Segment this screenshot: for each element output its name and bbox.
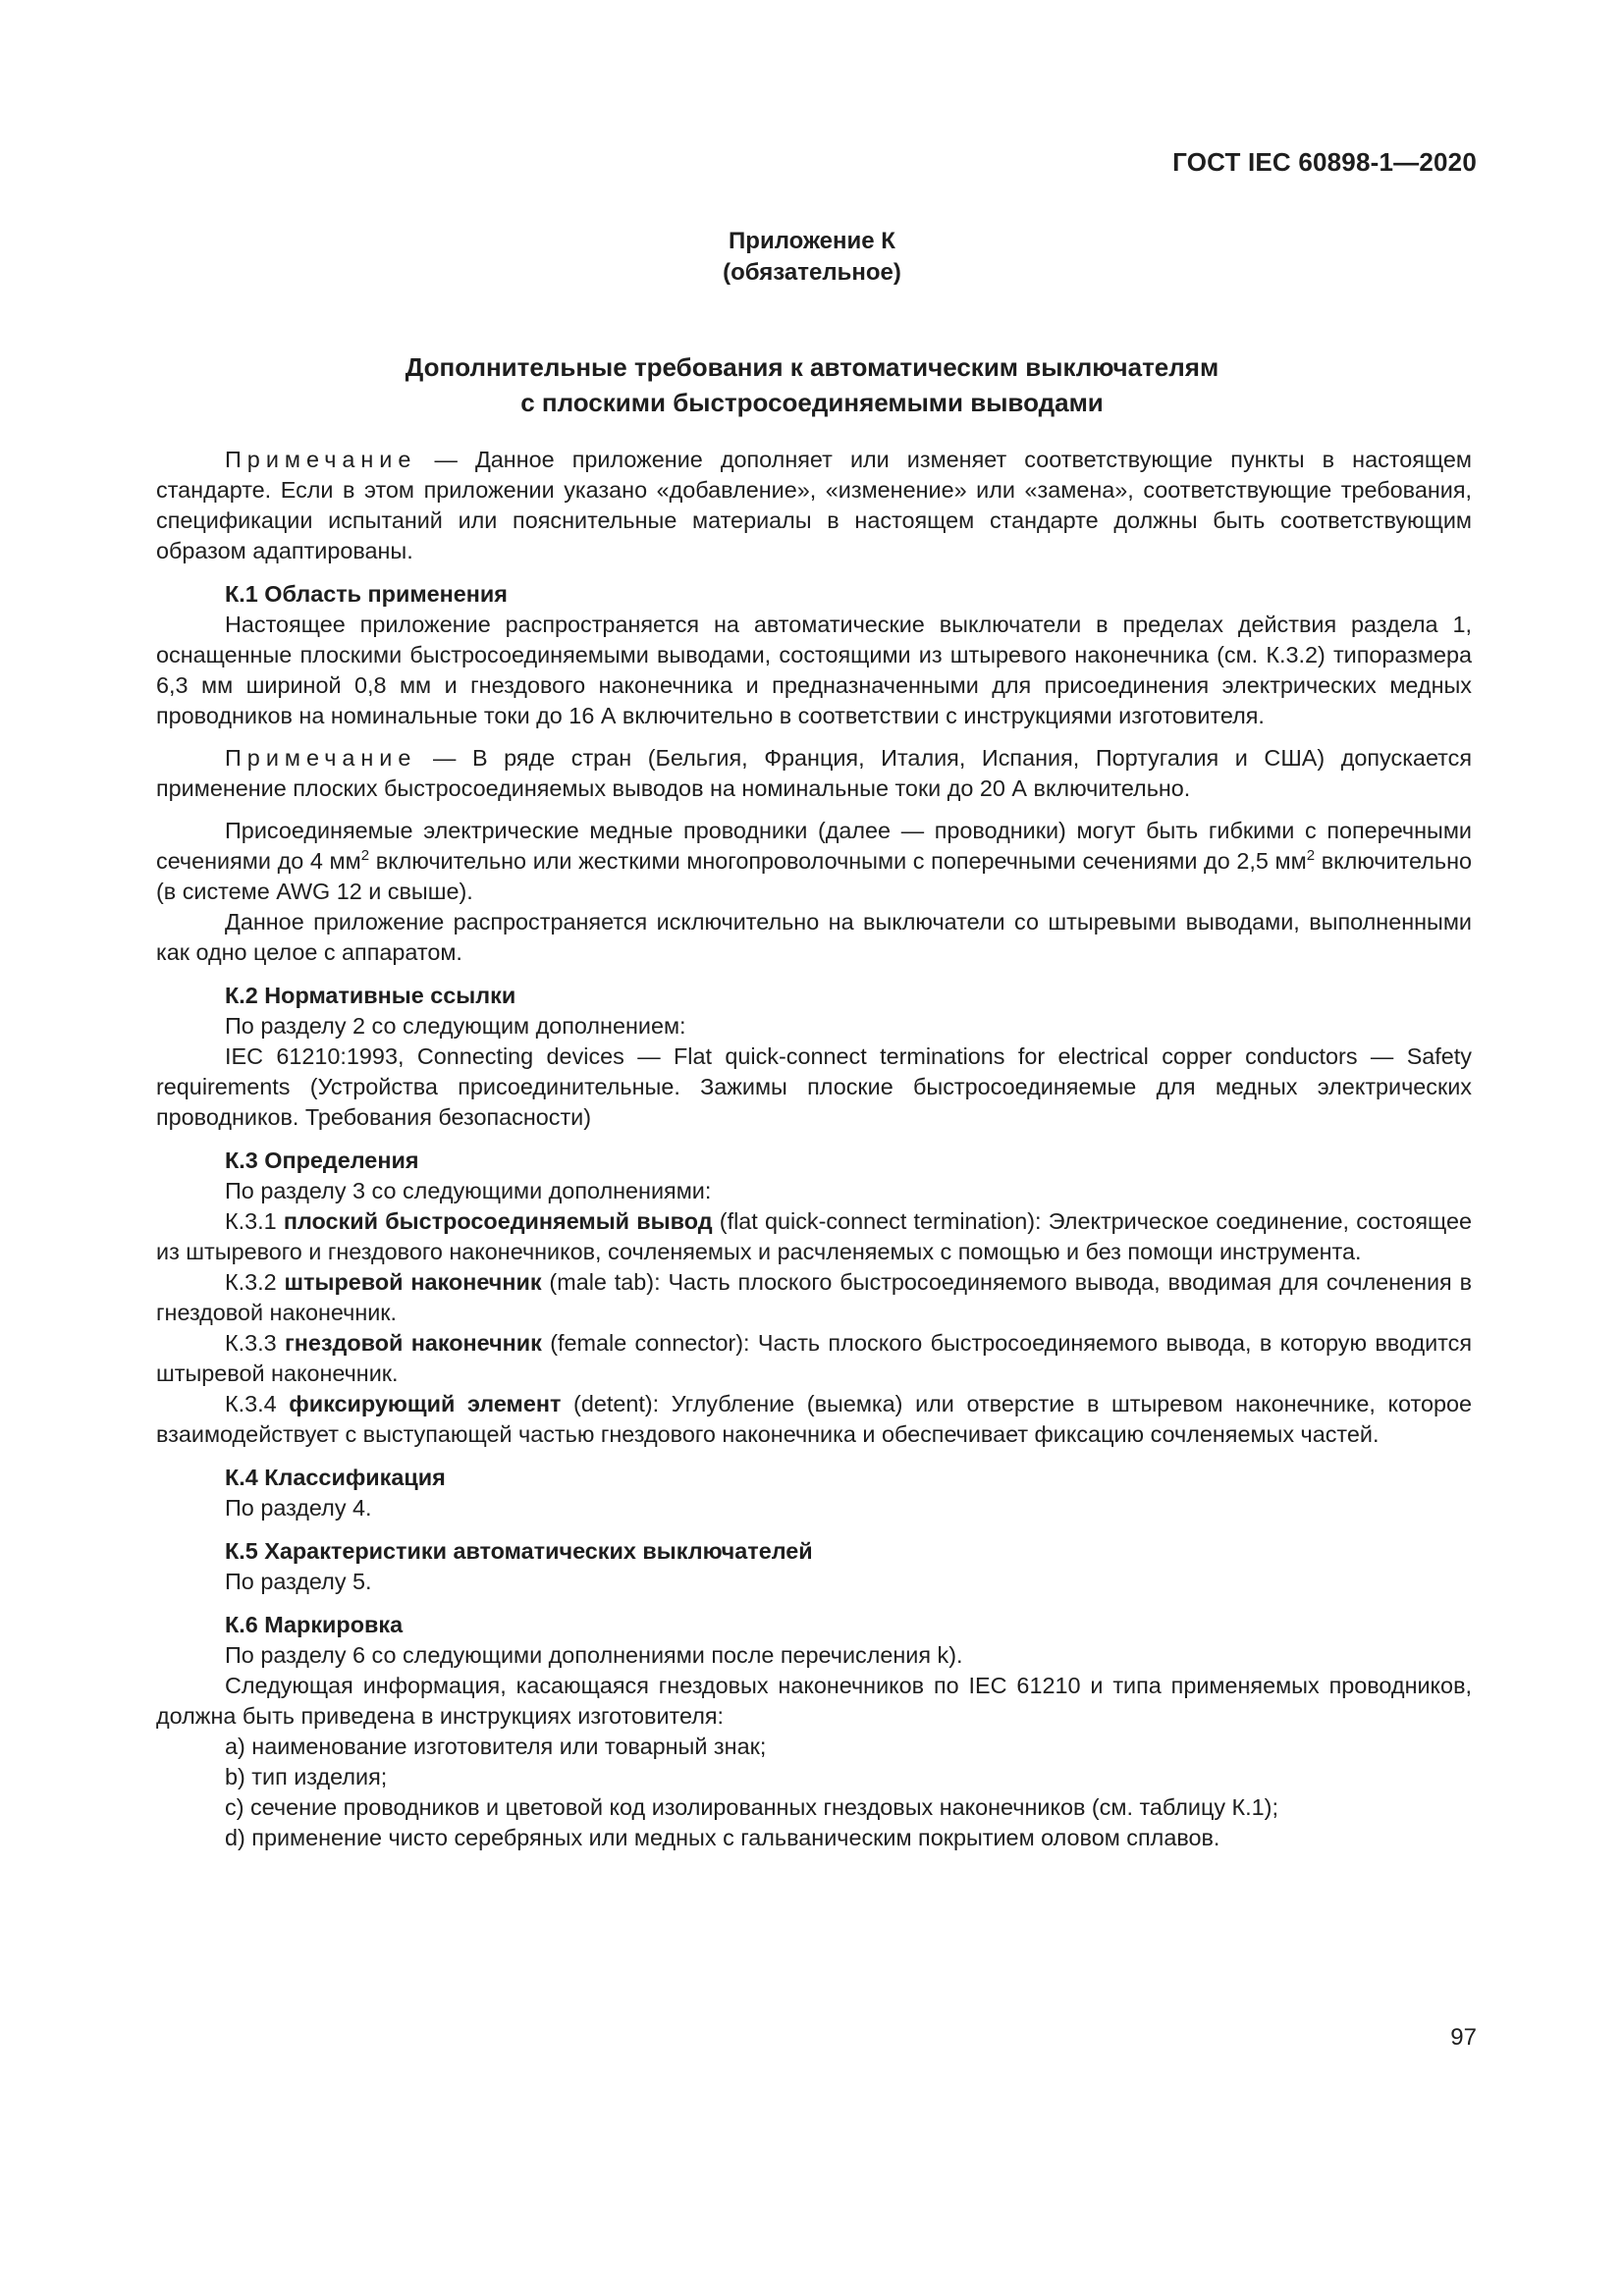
note-text: — В ряде стран (Бельгия, Франция, Италия, Испания, Португалия и США) допускается применение плоских быстросоединяемых выводов на номинальные токи до 20 А включительно. (156, 745, 1472, 801)
note-lead: Примечание (225, 745, 417, 771)
definition-number: К.3.1 (225, 1208, 284, 1234)
definition-number: К.3.2 (225, 1269, 285, 1295)
definition-text: (flat quick-connect termination): Электрическое соединение, состоящее из штыревого и гнездового наконечников, сочленяемых и расчленяемых с помощью и без помощи инструмента. (156, 1208, 1472, 1264)
definition (156, 1389, 1472, 1450)
annex-title-line-2: с плоскими быстросоединяемыми выводами (520, 388, 1104, 417)
paragraph: По разделу 6 со следующими дополнениями после перечисления k). (225, 1642, 963, 1668)
standard-id: ГОСТ IEC 60898-1—2020 (1172, 147, 1477, 177)
definition (156, 1267, 1472, 1328)
paragraph: По разделу 5. (225, 1569, 372, 1594)
section-heading-k3: К.3 Определения (225, 1148, 419, 1173)
section-heading-k6: К.6 Маркировка (225, 1612, 404, 1637)
paragraph: Данное приложение распространяется исключительно на выключатели со штыревыми выводами, выполненными как одно целое с аппаратом. (156, 909, 1472, 965)
text-run: Присоединяемые электрические медные проводники (далее — проводники) могут быть гибкими с поперечными сечениями до 4 мм (156, 818, 1472, 874)
list-item: d) применение чисто серебряных или медных с гальваническим покрытием оловом сплавов. (225, 1825, 1220, 1850)
text-run: включительно (в системе AWG 12 и свыше). (156, 848, 1473, 904)
paragraph: По разделу 4. (225, 1495, 372, 1521)
note-lead: Примечание (225, 447, 417, 472)
definition-text: (detent): Углубление (выемка) или отверстие в штыревом наконечнике, которое взаимодействует с выступающей частью гнездового наконечника и обеспечивает фиксацию сочленяемых частей. (156, 1391, 1472, 1447)
section-heading-k5: К.5 Характеристики автоматических выключателей (225, 1538, 813, 1564)
definition-text: (female connector): Часть плоского быстросоединяемого вывода, в которую вводится штыревой наконечник. (156, 1330, 1472, 1386)
intro-note (156, 445, 1472, 566)
superscript: 2 (1306, 847, 1316, 864)
list-item: b) тип изделия; (225, 1764, 388, 1789)
section-heading-k2: К.2 Нормативные ссылки (225, 983, 516, 1008)
k1-note (156, 743, 1472, 804)
definition-text: (male tab): Часть плоского быстросоединяемого вывода, вводимая для сочленения в гнездовой наконечник. (156, 1269, 1473, 1325)
section-heading-k4: К.4 Классификация (225, 1465, 446, 1490)
list-item: a) наименование изготовителя или товарный знак; (225, 1734, 767, 1759)
definition (156, 1206, 1472, 1267)
paragraph: По разделу 2 со следующим дополнением: (225, 1013, 686, 1039)
text-run: включительно или жесткими многопроволочными с поперечными сечениями до 2,5 мм (369, 848, 1307, 874)
superscript: 2 (360, 847, 370, 864)
annex-label: Приложение К (729, 228, 895, 254)
annex-title-line-1: Дополнительные требования к автоматическим выключателям (405, 352, 1219, 382)
paragraph: Следующая информация, касающаяся гнездовых наконечников по IEC 61210 и типа применяемых проводников, должна быть приведена в инструкциях изготовителя: (156, 1673, 1472, 1729)
definition-term: плоский быстросоединяемый вывод (283, 1208, 713, 1234)
paragraph (156, 816, 1472, 907)
definition-term: фиксирующий элемент (289, 1391, 562, 1416)
definition-term: штыревой наконечник (284, 1269, 542, 1295)
definition-number: К.3.3 (225, 1330, 285, 1356)
section-heading-k1: К.1 Область применения (225, 581, 508, 607)
definition-term: гнездовой наконечник (284, 1330, 542, 1356)
list-item: c) сечение проводников и цветовой код изолированных гнездовых наконечников (см. таблицу К.1); (225, 1794, 1278, 1820)
document-body (156, 445, 1472, 1853)
annex-title (0, 349, 1624, 420)
page-number: 97 (1450, 2024, 1477, 2051)
definition (156, 1328, 1472, 1389)
annex-status: (обязательное) (723, 259, 901, 286)
paragraph: Настоящее приложение распространяется на автоматические выключатели в пределах действия раздела 1, оснащенные плоскими быстросоединяемыми выводами, состоящими из штыревого наконечника (см. К.3.2) типоразмера 6,3 мм шириной 0,8 мм и гнездового наконечника и предназначенными для присоединения электрических медных проводников на номинальные токи до 16 А включительно в соответствии с инструкциями изготовителя. (156, 612, 1472, 728)
annex-heading (0, 226, 1624, 289)
paragraph: По разделу 3 со следующими дополнениями: (225, 1178, 712, 1203)
note-text: — Данное приложение дополняет или изменяет соответствующие пункты в настоящем стандарте. Если в этом приложении указано «добавление», «изменение» или «замена», соответствующие требования, спецификации испытаний или пояснительные материалы в настоящем стандарте должны быть соответствующим образом адаптированы. (156, 447, 1472, 563)
reference: IEC 61210:1993, Connecting devices — Flat quick-connect terminations for electrical copper conductors — Safety requirements (Устройства присоединительные. Зажимы плоские быстросоединяемые для медных электрических проводников. Требования безопасности) (156, 1043, 1472, 1130)
definition-number: К.3.4 (225, 1391, 290, 1416)
